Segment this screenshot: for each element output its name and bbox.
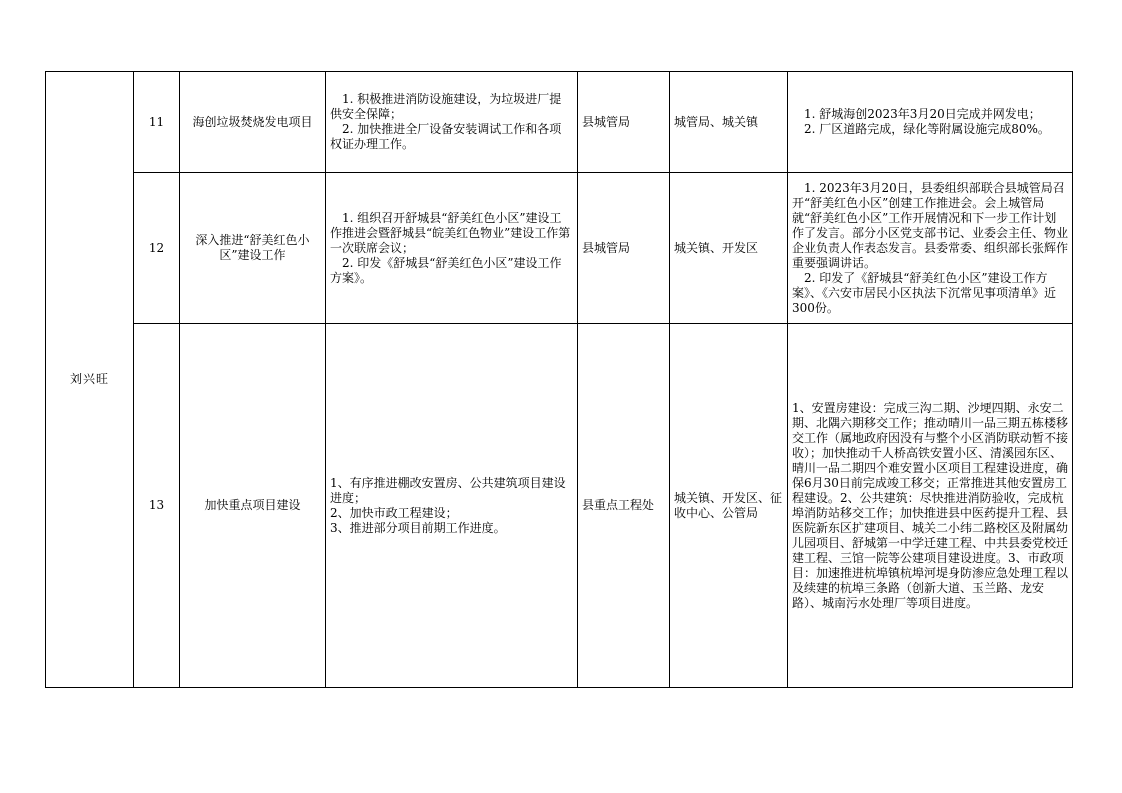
measure-item: 2、加快市政工程建设； [330, 505, 458, 520]
progress-item: 1. 舒城海创2023年3月20日完成并网发电； [804, 107, 1041, 121]
project-name: 深入推进“舒美红色小区”建设工作 [180, 173, 326, 324]
table-row [46, 173, 1073, 324]
table-row [46, 72, 1073, 173]
measures-cell [326, 324, 578, 688]
measure-item: 1. 组织召开舒城县“舒美红色小区”建设工作推进会暨舒城县“皖美红色物业”建设工作第一次联席会议； [330, 210, 571, 255]
cooperating-units: 城关镇、开发区、征收中心、公管局 [670, 324, 788, 688]
progress-item: 2. 印发了《舒城县“舒美红色小区”建设工作方案》、《六安市居民小区执法下沉常见事项清单》近300份。 [792, 270, 1057, 315]
lead-unit: 县城管局 [578, 72, 670, 173]
lead-unit: 县城管局 [578, 173, 670, 324]
progress-item: 1、安置房建设：完成三沟二期、沙埂四期、永安二期、北隅六期移交工作；推动晴川一品三期五栋楼移交工作（属地政府因没有与整个小区消防联动暂不接收）；加快推动千人桥高铁安置小区、清溪园东区、晴川一品二期四个难安置小区项目工程建设进度，确保6月30日前完成竣工移交；正常推进其他安置房工程建设。2、公共建筑：尽快推进消防验收，完成杭埠消防站移交工作；加快推进县中医药提升工程、县医院新东区扩建项目、城关二小纬二路校区及附属幼儿园项目、舒城第一中学迁建工程、中共县委党校迁建工程、三馆一院等公建项目建设进度。3、市政项目：加速推进杭埠镇杭埠河堤身防渗应急处理工程以及续建的杭埠三条路（创新大道、玉兰路、龙安路）、城南污水处理厂等项目进度。 [792, 400, 1069, 610]
row-number: 11 [134, 72, 180, 173]
measure-item: 1. 积极推进消防设施建设，为垃圾进厂提供安全保障； [330, 92, 562, 121]
cooperating-units: 城管局、城关镇 [670, 72, 788, 173]
measure-item: 2. 加快推进全厂设备安装调试工作和各项权证办理工作。 [330, 122, 562, 151]
progress-cell [788, 72, 1073, 173]
measure-item: 1、有序推进棚改安置房、公共建筑项目建设进度； [330, 475, 566, 505]
progress-cell [788, 173, 1073, 324]
responsible-person-cell: 刘兴旺 [46, 72, 134, 688]
measures-cell [326, 173, 578, 324]
table-row [46, 324, 1073, 688]
progress-item: 1. 2023年3月20日，县委组织部联合县城管局召开“舒美红色小区”创建工作推进会。会上城管局就“舒美红色小区”工作开展情况和下一步工作计划作了发言。部分小区党支部书记、业委会主任、物业企业负责人作表态发言。县委常委、组织部长张辉作重要强调讲话。 [792, 180, 1069, 270]
project-name: 加快重点项目建设 [180, 324, 326, 688]
measures-cell [326, 72, 578, 173]
progress-cell [788, 324, 1073, 688]
row-number: 13 [134, 324, 180, 688]
measure-item: 2. 印发《舒城县“舒美红色小区”建设工作方案》。 [330, 255, 562, 285]
project-name: 海创垃圾焚烧发电项目 [180, 72, 326, 173]
row-number: 12 [134, 173, 180, 324]
progress-item: 2. 厂区道路完成，绿化等附属设施完成80%。 [804, 122, 1050, 136]
lead-unit: 县重点工程处 [578, 324, 670, 688]
cooperating-units: 城关镇、开发区 [670, 173, 788, 324]
measure-item: 3、推进部分项目前期工作进度。 [330, 520, 506, 535]
project-table [45, 71, 1073, 688]
